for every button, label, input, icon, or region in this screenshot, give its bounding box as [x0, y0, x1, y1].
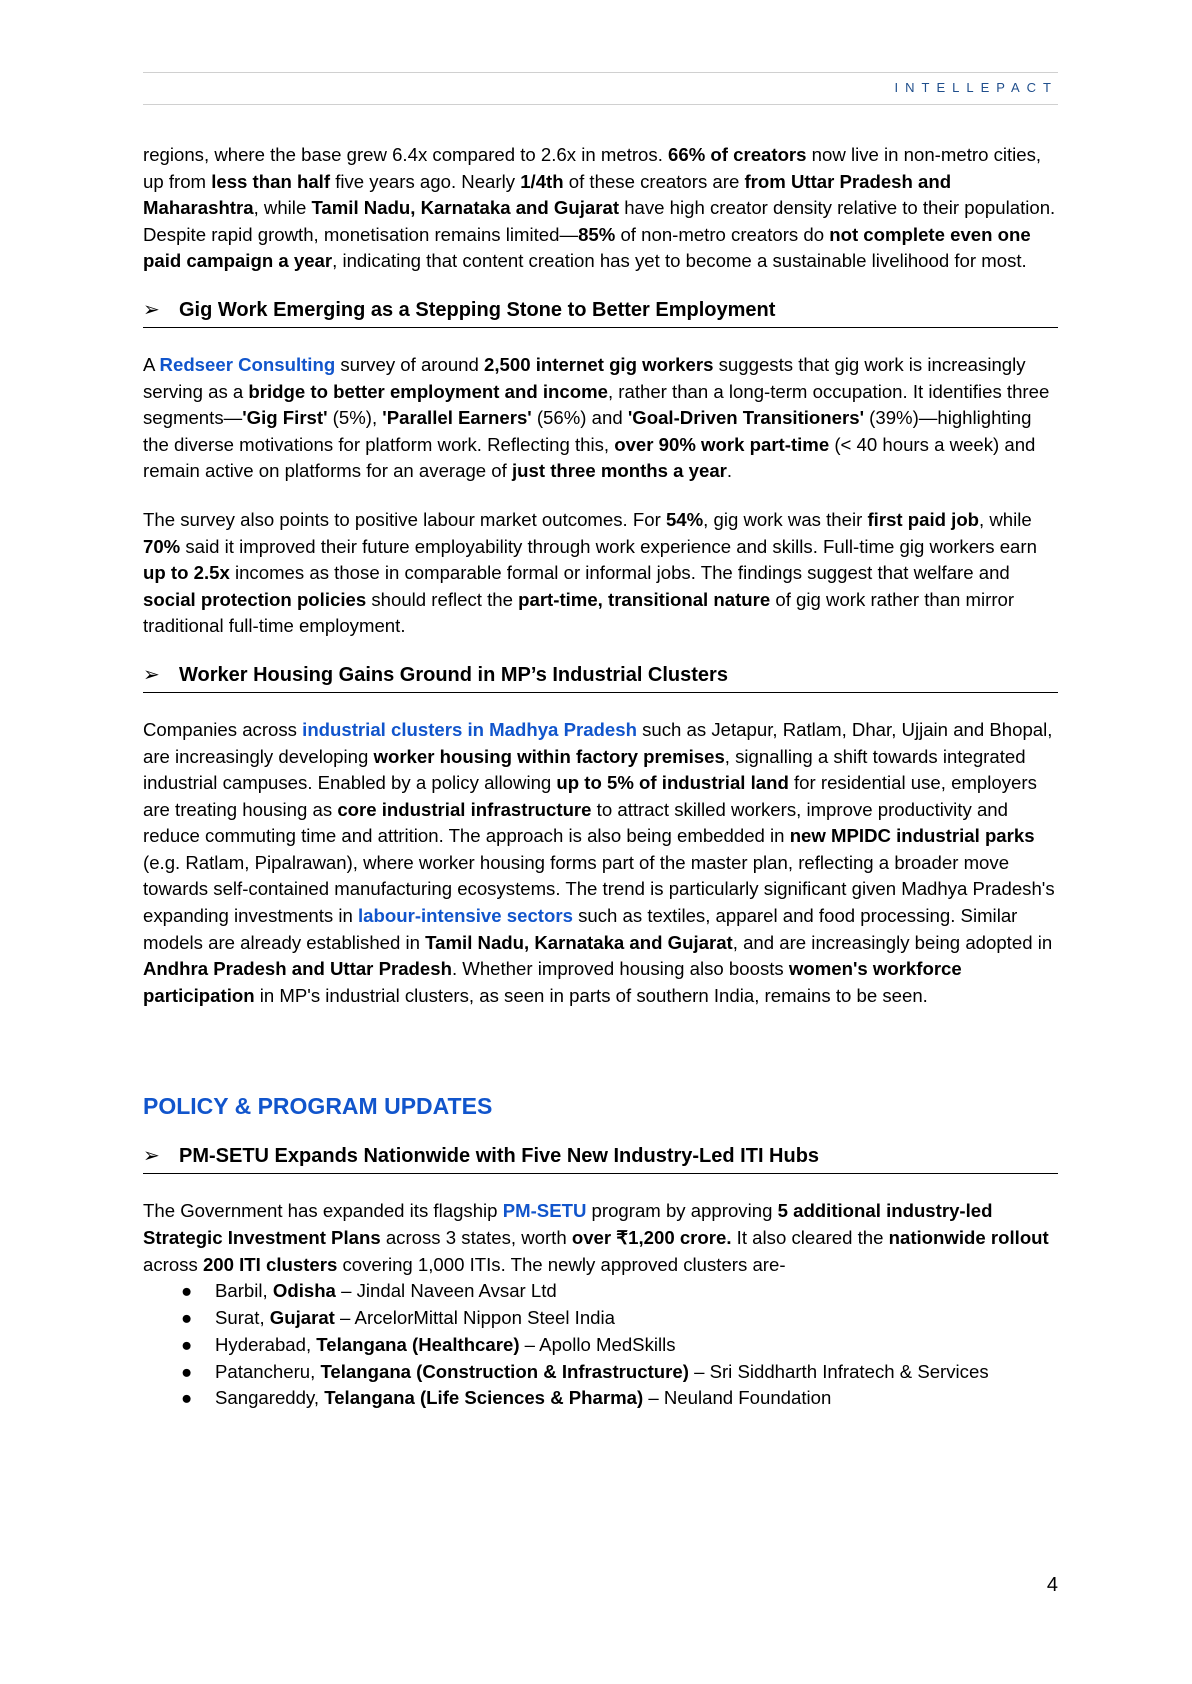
text-run: for residential use, employers are treating housing as: [143, 772, 1037, 820]
bullet-dot-icon: ●: [181, 1280, 193, 1302]
list-item: [143, 1332, 1058, 1359]
text-run: of these creators are: [563, 170, 745, 192]
paragraph: [143, 507, 1058, 640]
bold-text: 2,500 internet gig workers: [484, 353, 714, 375]
bold-text: from Uttar Pradesh and Maharashtra: [143, 170, 952, 219]
bold-text: core industrial infrastructure: [337, 798, 592, 820]
heading-text: PM-SETU Expands Nationwide with Five New Industry-Led ITI Hubs: [179, 1145, 820, 1168]
list-item-text: [215, 1334, 676, 1355]
text-run: Hyderabad,: [215, 1333, 317, 1355]
text-run: across 3 states, worth: [380, 1227, 572, 1249]
list-item-text: [215, 1387, 831, 1408]
page-number: 4: [1046, 1574, 1058, 1596]
bold-text: 70%: [143, 535, 181, 557]
text-run: .: [726, 460, 733, 482]
bold-text: 'Parallel Earners': [382, 407, 532, 429]
bullet-dot-icon: ●: [181, 1333, 193, 1355]
bold-text: 200 ITI clusters: [202, 1253, 338, 1275]
text-run: , signalling a shift towards integrated industrial campuses. Enabled by a policy allowing: [143, 745, 1026, 794]
bold-text: Telangana (Healthcare): [316, 1333, 520, 1355]
text-run: suggests that gig work is increasingly serving as a: [143, 353, 1026, 402]
bold-text: less than half: [211, 170, 331, 192]
text-run: , rather than a long-term occupation. It identifies three segments—: [143, 380, 1050, 429]
bold-text: worker housing within factory premises: [373, 745, 725, 767]
section-heading: [143, 1143, 1058, 1174]
paragraph: [143, 1198, 1058, 1278]
list-item-text: [215, 1361, 989, 1382]
bold-text: new MPIDC industrial parks: [789, 825, 1035, 847]
bold-text: over 90% work part-time: [614, 433, 830, 455]
bold-text: 5 additional industry-led Strategic Investment Plans: [143, 1200, 993, 1249]
page-content: [143, 142, 1058, 1412]
text-run: , and are increasingly being adopted in: [732, 931, 1053, 953]
section-heading: [143, 297, 1058, 328]
text-run: (e.g. Ratlam, Pipalrawan), where worker housing forms part of the master plan, reflecting a broader move towards self-contained manufacturing ecosystems. The trend is particularly significant given Madhya Pradesh's expanding investments in: [143, 851, 1055, 927]
bold-text: first paid job: [867, 508, 980, 530]
intro-paragraph: [143, 142, 1058, 275]
inline-link[interactable]: Redseer Consulting: [159, 353, 336, 375]
bold-text: 66% of creators: [668, 144, 807, 165]
text-run: – Jindal Naveen Avsar Ltd: [335, 1280, 557, 1302]
bold-text: 1/4th: [520, 170, 564, 192]
text-run: across: [143, 1253, 203, 1275]
bold-text: up to 2.5x: [143, 562, 230, 584]
text-run: such as Jetapur, Ratlam, Dhar, Ujjain and Bhopal, are increasingly developing: [143, 718, 1053, 767]
text-run: – ArcelorMittal Nippon Steel India: [334, 1307, 615, 1329]
cluster-list: [143, 1278, 1058, 1412]
text-run: such as textiles, apparel and food processing. Similar models are already established in: [143, 905, 1018, 953]
text-run: have high creator density relative to their population. Despite rapid growth, monetisation remains limited—: [143, 197, 1056, 245]
bold-text: 'Gig First': [242, 407, 328, 429]
bold-text: 'Goal-Driven Transitioners': [627, 407, 864, 429]
header-brand: INTELLEPACT: [894, 80, 1058, 95]
header-rule-top: [143, 72, 1058, 73]
text-run: Surat,: [215, 1307, 270, 1329]
bold-text: nationwide rollout: [888, 1227, 1049, 1249]
text-run: – Apollo MedSkills: [519, 1333, 676, 1355]
text-run: , while: [979, 508, 1032, 530]
bold-text: Tamil Nadu, Karnataka and Gujarat: [425, 931, 733, 953]
section-heading: [143, 662, 1058, 693]
bullet-dot-icon: ●: [181, 1360, 193, 1382]
bold-text: not complete even one paid campaign a year: [143, 223, 1031, 272]
text-run: program by approving: [586, 1200, 778, 1222]
section-pm-setu: [143, 1143, 1058, 1412]
bold-text: Gujarat: [269, 1307, 335, 1329]
text-run: said it improved their future employability through work experience and skills. Full-time gig workers earn: [180, 535, 1037, 557]
bold-text: over ₹1,200 crore.: [571, 1227, 732, 1249]
bullet-dot-icon: ●: [181, 1387, 193, 1409]
inline-link[interactable]: PM-SETU: [502, 1200, 587, 1222]
text-run: should reflect the: [366, 588, 519, 610]
text-run: , indicating that content creation has yet to become a sustainable livelihood for most.: [332, 250, 1027, 272]
text-run: , gig work was their: [703, 508, 868, 530]
text-run: in MP's industrial clusters, as seen in parts of southern India, remains to be seen.: [254, 984, 928, 1006]
list-item: [143, 1385, 1058, 1412]
header-rule-bottom: [143, 104, 1058, 105]
section-worker-housing: [143, 662, 1058, 1010]
paragraph: [143, 352, 1058, 485]
bold-text: Tamil Nadu, Karnataka and Gujarat: [311, 197, 620, 219]
section-gig-work: [143, 297, 1058, 640]
text-run: – Sri Siddharth Infratech & Services: [688, 1360, 989, 1382]
policy-section-title: POLICY & PROGRAM UPDATES: [143, 1093, 493, 1120]
text-run: – Neuland Foundation: [643, 1387, 832, 1409]
text-run: five years ago. Nearly: [330, 170, 521, 192]
text-run: Companies across: [143, 718, 303, 740]
text-run: Sangareddy,: [215, 1387, 325, 1409]
bold-text: bridge to better employment and income: [248, 380, 608, 402]
arrow-bullet-icon: ➢: [143, 663, 160, 686]
list-item-text: [215, 1307, 615, 1328]
text-run: (39%)—highlighting the diverse motivations for platform work. Reflecting this,: [143, 407, 1032, 455]
text-run: . Whether improved housing also boosts: [451, 958, 789, 980]
bold-text: women's workforce participation: [143, 958, 962, 1006]
text-run: It also cleared the: [731, 1227, 889, 1249]
inline-link[interactable]: industrial clusters in Madhya Pradesh: [302, 718, 637, 740]
bold-text: 85%: [578, 223, 616, 245]
heading-text: Gig Work Emerging as a Stepping Stone to Better Employment: [179, 298, 776, 321]
bold-text: Telangana (Life Sciences & Pharma): [324, 1387, 644, 1409]
text-run: (5%),: [327, 407, 383, 429]
text-run: to attract skilled workers, improve productivity and reduce commuting time and attrition. The approach is also being embedded in: [143, 798, 1008, 847]
text-run: Patancheru,: [215, 1360, 321, 1382]
text-run: The survey also points to positive labour market outcomes. For: [143, 508, 666, 530]
text-run: The Government has expanded its flagship: [143, 1200, 503, 1222]
text-run: Barbil,: [215, 1280, 273, 1302]
text-run: of non-metro creators do: [615, 223, 830, 245]
text-run: incomes as those in comparable formal or informal jobs. The findings suggest that welfare and: [229, 562, 1010, 584]
bold-text: just three months a year: [511, 460, 727, 482]
bold-text: Telangana (Construction & Infrastructure): [320, 1360, 689, 1382]
paragraph: [143, 717, 1058, 1010]
text-run: regions, where the base grew 6.4x compared to 2.6x in metros.: [143, 144, 669, 165]
list-item: [143, 1278, 1058, 1305]
text-run: survey of around: [335, 353, 485, 375]
bold-text: Andhra Pradesh and Uttar Pradesh: [143, 958, 452, 980]
inline-link[interactable]: labour-intensive sectors: [358, 905, 573, 927]
bold-text: Odisha: [272, 1280, 336, 1302]
heading-text: Worker Housing Gains Ground in MP’s Industrial Clusters: [179, 663, 728, 686]
arrow-bullet-icon: ➢: [143, 298, 160, 321]
bold-text: part-time, transitional nature: [518, 588, 771, 610]
text-run: covering 1,000 ITIs. The newly approved clusters are-: [337, 1253, 786, 1275]
bold-text: up to 5% of industrial land: [556, 772, 789, 794]
bold-text: 54%: [665, 508, 704, 530]
text-run: (< 40 hours a week) and remain active on platforms for an average of: [143, 433, 1036, 482]
text-run: (56%) and: [531, 407, 628, 429]
text-run: of gig work rather than mirror traditional full-time employment.: [143, 588, 1015, 637]
bold-text: social protection policies: [143, 588, 367, 610]
list-item: [143, 1305, 1058, 1332]
text-run: now live in non-metro cities, up from: [143, 144, 1042, 192]
text-run: A: [143, 353, 160, 375]
arrow-bullet-icon: ➢: [143, 1145, 160, 1168]
bullet-dot-icon: ●: [181, 1307, 193, 1329]
list-item: [143, 1359, 1058, 1386]
list-item-text: [215, 1280, 557, 1301]
text-run: , while: [253, 197, 312, 219]
